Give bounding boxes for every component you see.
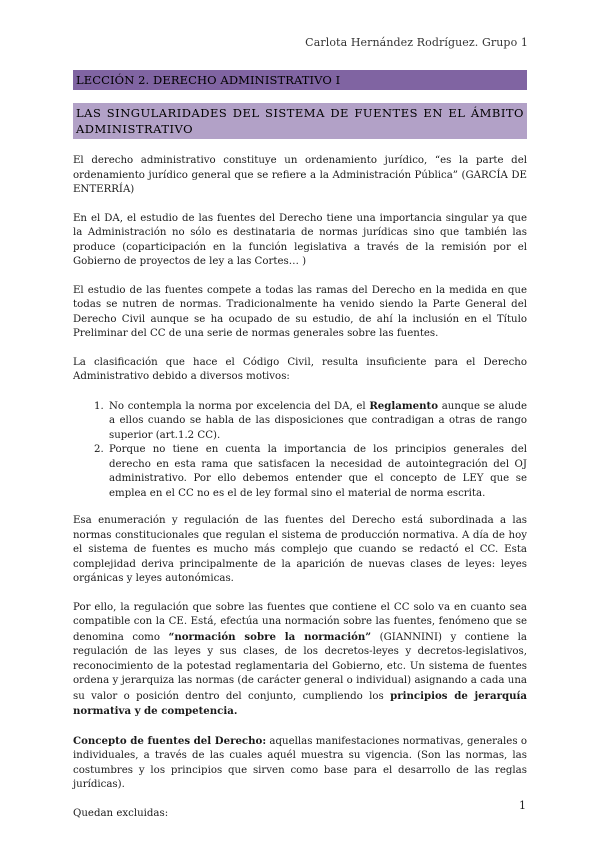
text-run: aquellas manifestaciones normativas, generales o individuales, a través de las cuales aquél muestra su vigencia. (Son las normas, las costumbres y los principios que sirven como base para el desarrollo de las reglas jurídicas). (73, 735, 527, 790)
list-item (107, 443, 527, 501)
paragraph-intro: El derecho administrativo constituye un ordenamiento jurídico, “es la parte del ordenamiento jurídico general que se refiere a la Administración Pública” (GARCÍA DE ENTERRÍA) (73, 155, 527, 195)
paragraph-da-sources: En el DA, el estudio de las fuentes del Derecho tiene una importancia singular ya que la Administración no sólo es destinataria de normas jurídicas sino que también las produce (coparticipación en la función legislativa a través de la remisión por el Gobierno de proyectos de ley a las Cortes… ) (73, 212, 527, 267)
running-header: Carlota Hernández Rodríguez. Grupo 1 (305, 36, 528, 49)
bold-term-reglamento: Reglamento (369, 399, 439, 412)
list-item-text: No contempla la norma por excelencia del DA, el (109, 400, 370, 412)
lesson-title: LECCIÓN 2. DERECHO ADMINISTRATIVO I (73, 70, 527, 90)
page-body (73, 70, 527, 835)
list-item-text: Porque no tiene en cuenta la importancia de los principios generales del derecho en esta rama que satisfacen la necesidad de autointegración del OJ administrativo. Por ello debemos entender que el concepto de LEY que se emplea en el CC no es el de ley formal sino el material de norma escrita. (109, 444, 527, 499)
text-run: (GIANNINI) y contiene la regulación de las leyes y sus clases, de los decretos-leyes y decretos-legislativos, reconocimiento de la potestad reglamentaria del Gobierno, etc. Un sistema de fuentes ordena y jerarquiza las normas (de carácter general o individual) asignando a cada una su valor o posición dentro del conjunto, cumpliendo los (73, 631, 527, 702)
text-run: Por ello, la regulación que sobre las fuentes que contiene el CC solo va en cuanto sea compatible con la CE. Está, efectúa una normación sobre las fuentes, fenómeno que se denomina como (73, 601, 527, 643)
paragraph-excluded: Quedan excluidas: (73, 807, 169, 819)
paragraph-normation (73, 601, 527, 720)
section-title: LAS SINGULARIDADES DEL SISTEMA DE FUENTES EN EL ÁMBITO ADMINISTRATIVO (73, 103, 527, 139)
list-item (107, 399, 527, 444)
list-item-text: aunque se alude a ellos cuando se habla de las disposiciones que contradigan a otras de rango superior (art.1.2 CC). (109, 400, 527, 441)
paragraph-study-of-sources: El estudio de las fuentes compete a todas las ramas del Derecho en la medida en que todas se nutren de normas. Tradicionalmente ha venido siendo la Parte General del Derecho Civil aunque se ha ocupado de su estudio, de ahí la inclusión en el Título Preliminar del CC de una serie de normas generales sobre las fuentes. (73, 284, 527, 339)
bold-term-normacion: “normación sobre la normación” (168, 630, 372, 643)
paragraph-classification: La clasificación que hace el Código Civil, resulta insuficiente para el Derecho Administrativo debido a diversos motivos: (73, 356, 527, 382)
bold-term-concepto: Concepto de fuentes del Derecho: (73, 734, 267, 747)
bold-term-principios: principios de jerarquía normativa y de competencia. (73, 689, 527, 717)
paragraph-enumeration: Esa enumeración y regulación de las fuentes del Derecho está subordinada a las normas constitucionales que regulan el sistema de producción normativa. A día de hoy el sistema de fuentes es mucho más complejo que cuando se redactó el CC. Esta complejidad deriva principalmente de la aparición de nuevas clases de leyes: leyes orgánicas y leyes autonómicas. (73, 515, 527, 584)
page-number: 1 (519, 799, 526, 812)
paragraph-concept (73, 734, 527, 793)
reasons-list (73, 399, 527, 502)
